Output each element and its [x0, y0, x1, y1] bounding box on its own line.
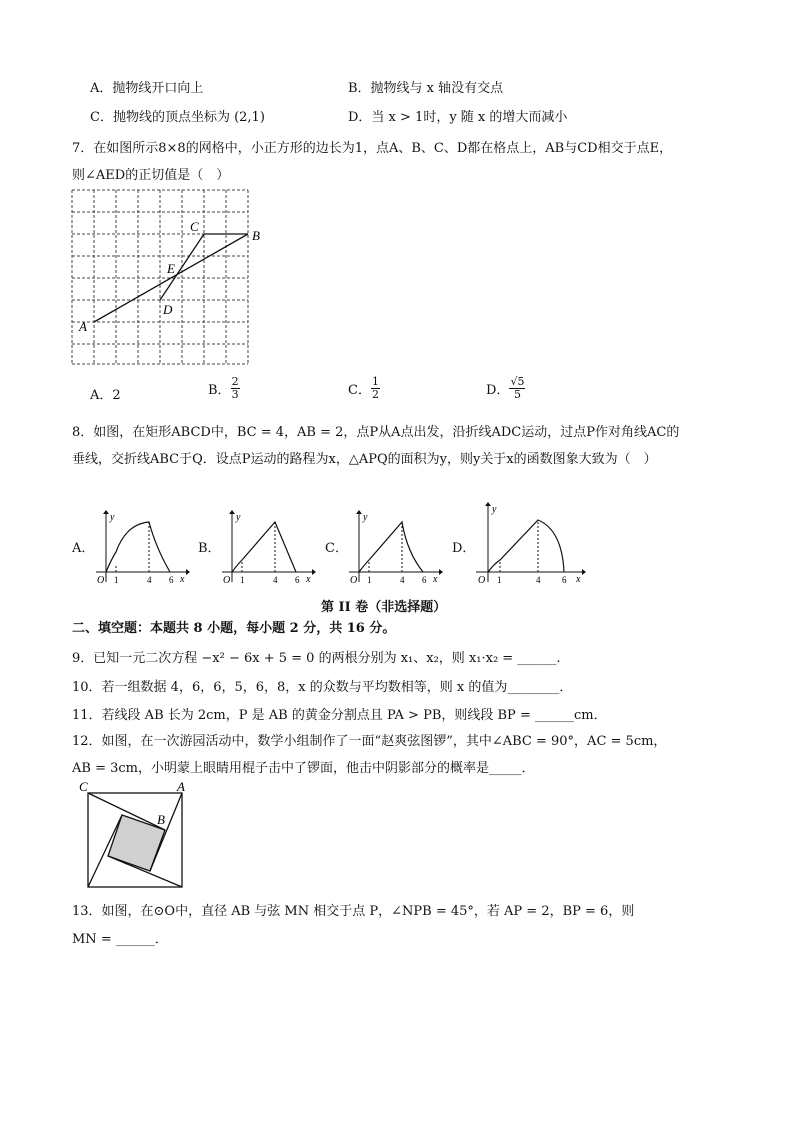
q12-line2: AB = 3cm，小明蒙上眼睛用棍子击中了锣面，他击中阴影部分的概率是_____．: [72, 761, 535, 776]
label-a: A: [177, 779, 185, 794]
q7-line2: 则∠AED的正切值是（ ）: [72, 168, 230, 183]
grid-lines: [72, 190, 248, 364]
q8-graph-a: [90, 508, 190, 586]
svg-text:O: O: [223, 575, 231, 586]
q7-grid-figure: [60, 186, 270, 368]
q8-graph-c: [343, 508, 443, 586]
svg-text:1: 1: [240, 575, 245, 585]
q11: 11．若线段 AB 长为 2cm，P 是 AB 的黄金分割点且 PA > PB，则线段 BP = ______cm．: [72, 708, 607, 723]
svg-text:6: 6: [422, 575, 427, 585]
svg-text:x: x: [180, 574, 185, 585]
label-d: D: [163, 302, 173, 317]
svg-text:6: 6: [295, 575, 300, 585]
q8-graph-b-label: B．: [198, 541, 221, 556]
label-b: B: [157, 812, 165, 827]
svg-text:4: 4: [273, 575, 278, 585]
q7-option-a: A．2: [90, 388, 121, 403]
q7-option-c: C． $\frac{1}{2}$: [348, 375, 379, 401]
section-title: 第 II 卷（非选择题）: [321, 600, 447, 615]
svg-text:O: O: [478, 575, 486, 586]
label-c: C: [79, 779, 88, 794]
svg-text:4: 4: [536, 575, 541, 585]
svg-text:y: y: [492, 504, 497, 515]
q8-graph-d-label: D．: [452, 541, 476, 556]
q6-option-d: D．当 x > 1时，y 随 x 的增大而减小: [348, 110, 568, 125]
svg-text:x: x: [433, 574, 438, 585]
q12-line1: 12．如图，在一次游园活动中，数学小组制作了一面“赵爽弦图锣”，其中∠ABC = 90°，AC = 5cm，: [72, 734, 667, 749]
svg-text:O: O: [350, 575, 358, 586]
q13-line1: 13．如图，在⊙O中，直径 AB 与弦 MN 相交于点 P，∠NPB = 45°，若 AP = 2，BP = 6，则: [72, 904, 635, 919]
label-b: B: [252, 228, 260, 243]
q8-line1: 8．如图，在矩形ABCD中，BC = 4，AB = 2，点P从A点出发，沿折线ADC运动，过点P作对角线AC的: [72, 425, 680, 440]
q7-option-d: D． $\frac{√5}{5}$: [486, 375, 525, 401]
q8-graph-a-label: A．: [72, 541, 95, 556]
svg-text:6: 6: [169, 575, 174, 585]
svg-text:1: 1: [497, 575, 502, 585]
svg-text:O: O: [97, 575, 105, 586]
q6-option-a: A．抛物线开口向上: [90, 81, 204, 96]
section-heading: 二、填空题：本题共 8 小题，每小题 2 分，共 16 分。: [72, 621, 396, 636]
q12-figure: [70, 776, 200, 892]
q7-option-b: B． $\frac{2}{3}$: [208, 375, 239, 401]
q7-line1: 7．在如图所示8×8的网格中，小正方形的边长为1，点A、B、C、D都在格点上，AB与CD相交于点E，: [72, 141, 673, 156]
q6-option-c: C．抛物线的顶点坐标为 (2,1): [90, 110, 265, 125]
svg-text:4: 4: [147, 575, 152, 585]
label-a: A: [79, 319, 87, 334]
q10: 10．若一组数据 4，6，6，5，6，8，x 的众数与平均数相等，则 x 的值为________．: [72, 680, 573, 695]
svg-text:1: 1: [114, 575, 119, 585]
svg-text:y: y: [110, 512, 115, 523]
q8-graph-b: [216, 508, 316, 586]
svg-text:1: 1: [367, 575, 372, 585]
svg-text:6: 6: [562, 575, 567, 585]
q8-graph-d: [470, 500, 588, 586]
svg-text:y: y: [236, 512, 241, 523]
svg-text:4: 4: [400, 575, 405, 585]
svg-text:x: x: [576, 574, 581, 585]
svg-text:y: y: [363, 512, 368, 523]
label-c: C: [190, 219, 199, 234]
q6-option-b: B．抛物线与 x 轴没有交点: [348, 81, 504, 96]
label-e: E: [167, 261, 175, 276]
q9: 9．已知一元二次方程 −x² − 6x + 5 = 0 的两根分别为 x₁、x₂，则 x₁·x₂ = ______.: [72, 651, 561, 666]
q8-line2: 垂线，交折线ABC于Q．设点P运动的路程为x，△APQ的面积为y，则y关于x的函数图象大致为（ ）: [72, 452, 657, 467]
q13-line2: MN = ______．: [72, 932, 168, 947]
q8-graph-c-label: C．: [325, 541, 348, 556]
svg-text:x: x: [306, 574, 311, 585]
